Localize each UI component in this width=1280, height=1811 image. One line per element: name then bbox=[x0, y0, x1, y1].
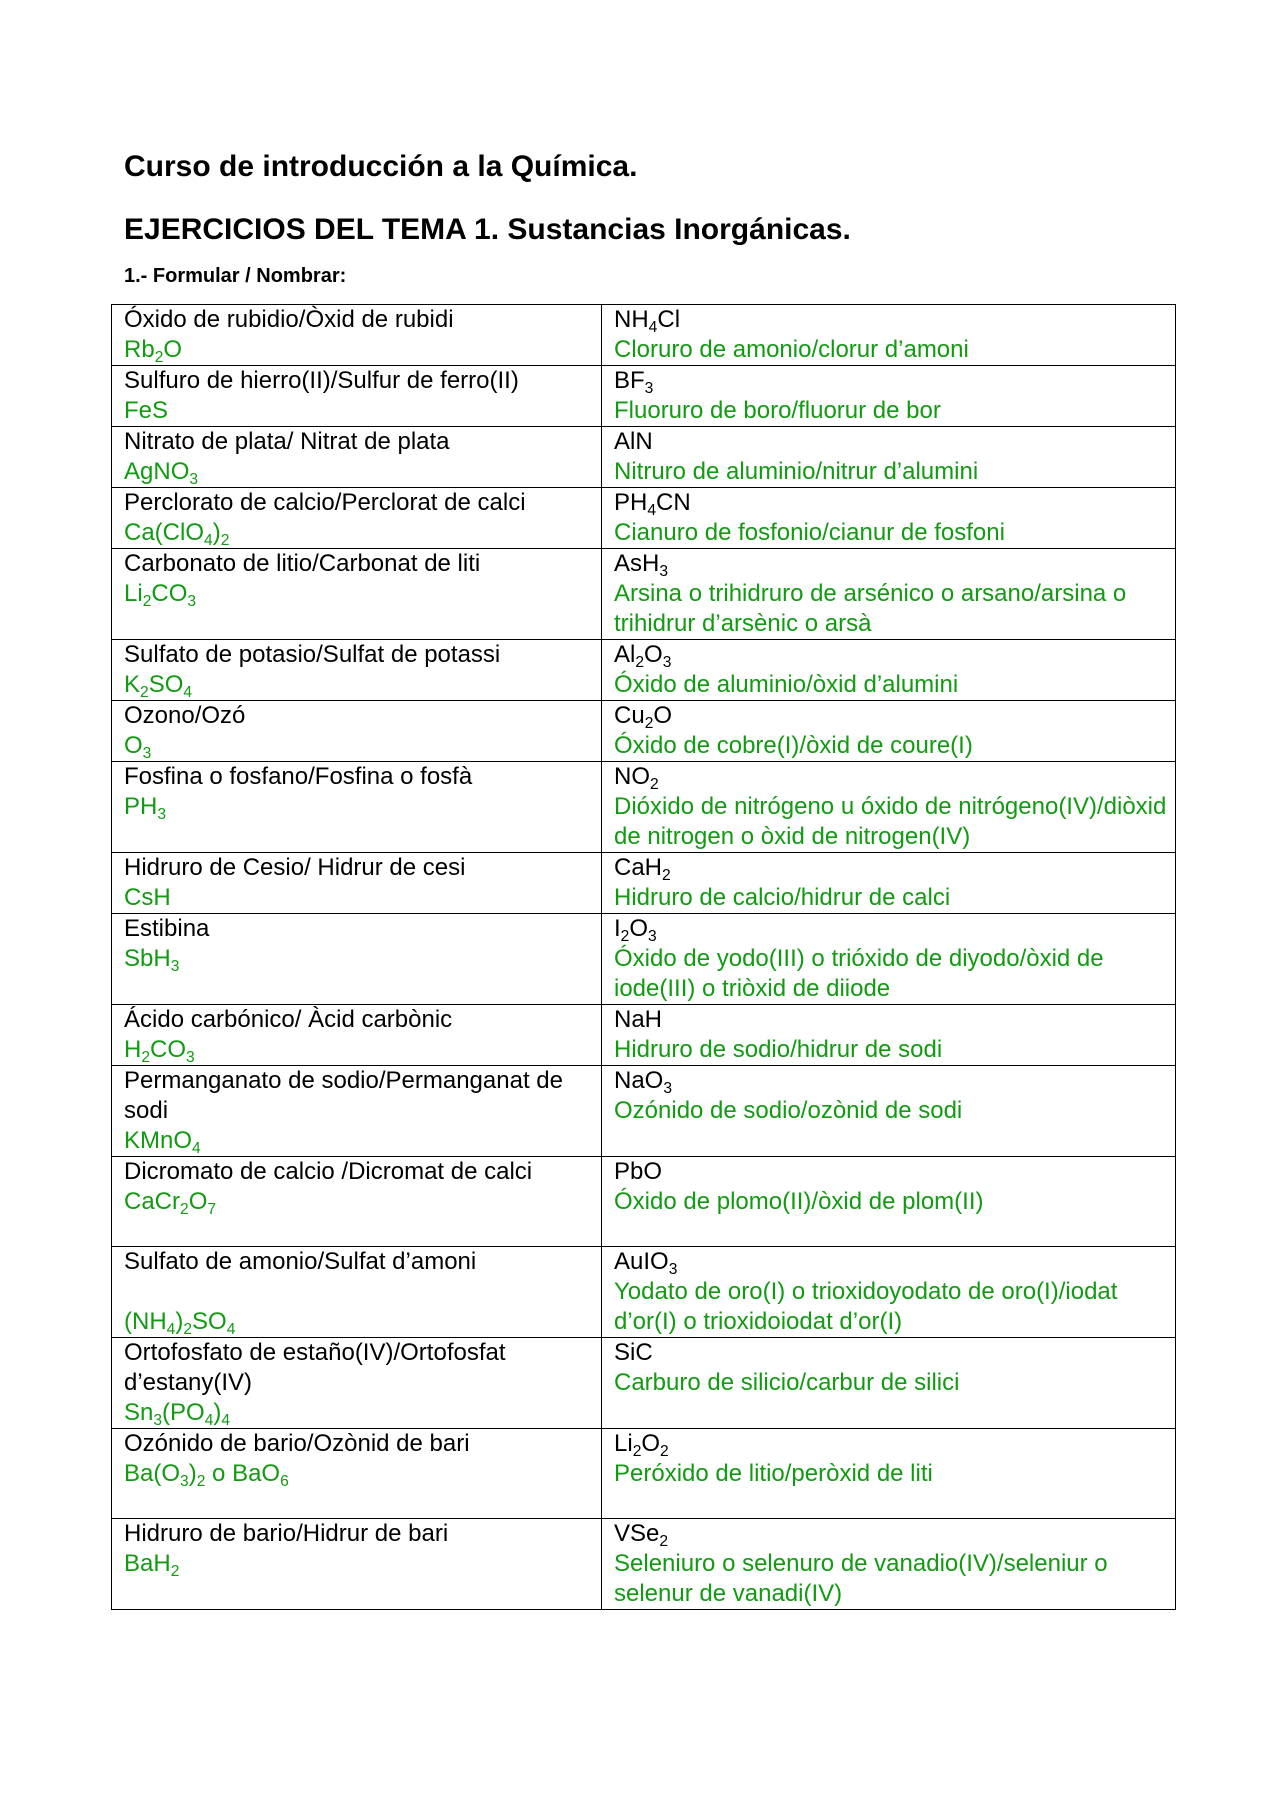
cell-right bbox=[602, 305, 1176, 366]
table-row bbox=[112, 1157, 1176, 1247]
exercise-answer: KMnO$_4$ bbox=[124, 1127, 201, 1157]
cell-right bbox=[602, 1066, 1176, 1157]
exercise-answer: CsH bbox=[124, 884, 171, 911]
cell-left bbox=[112, 1338, 602, 1429]
exercise-prompt: Estibina bbox=[124, 915, 210, 942]
exercise-answer: $Li_2CO_3$ bbox=[124, 580, 197, 610]
exercise-answer: FeS bbox=[124, 397, 169, 424]
cell-left bbox=[112, 701, 602, 762]
exercise-prompt: Perclorato de calcio/Perclorat de calci bbox=[124, 489, 526, 516]
exercise-answer: Hidruro de sodio/hidrur de sodi bbox=[614, 1036, 943, 1063]
exercise-prompt: VSe$_2$ bbox=[614, 1520, 669, 1550]
exercise-answer: $K_2SO_4$ bbox=[124, 671, 193, 701]
table-row bbox=[112, 762, 1176, 853]
exercise-prompt: AsH$_3$ bbox=[614, 550, 669, 580]
table-row bbox=[112, 427, 1176, 488]
cell-right bbox=[602, 640, 1176, 701]
page-title: Curso de introducción a la Química. bbox=[124, 150, 638, 183]
exercise-answer: $Ca(ClO_4)_2$ bbox=[124, 519, 230, 549]
table-row bbox=[112, 914, 1176, 1005]
exercise-prompt: Sulfato de potasio/Sulfat de potassi bbox=[124, 641, 501, 668]
exercise-answer: $Rb_2O$ bbox=[124, 336, 183, 366]
exercise-prompt: Dicromato de calcio /Dicromat de calci bbox=[124, 1158, 533, 1185]
exercise-table-body bbox=[112, 305, 1176, 1610]
exercise-prompt: CaH$_2$ bbox=[614, 854, 671, 884]
exercise-prompt: Sulfato de amonio/Sulfat d’amoni bbox=[124, 1248, 477, 1275]
exercise-prompt: Sulfuro de hierro(II)/Sulfur de ferro(II) bbox=[124, 367, 519, 394]
exercise-prompt: $NO_2$ bbox=[614, 763, 659, 793]
exercise-prompt: Fosfina o fosfano/Fosfina o fosfà bbox=[124, 763, 473, 790]
table-row bbox=[112, 305, 1176, 366]
cell-left bbox=[112, 305, 602, 366]
exercise-prompt: Ácido carbónico/ Àcid carbònic bbox=[124, 1006, 453, 1033]
cell-left bbox=[112, 1066, 602, 1157]
cell-left bbox=[112, 1429, 602, 1519]
exercise-answer: Seleniuro o selenuro de vanadio(IV)/seleniur o selenur de vanadi(IV) bbox=[614, 1550, 1108, 1607]
table-row bbox=[112, 1005, 1176, 1066]
exercise-prompt: Nitrato de plata/ Nitrat de plata bbox=[124, 428, 450, 455]
exercise-prompt: Ortofosfato de estaño(IV)/Ortofosfat d’estany(IV) bbox=[124, 1339, 506, 1396]
exercise-answer: $Sn_3(PO_4)_4$ bbox=[124, 1399, 231, 1429]
cell-left bbox=[112, 427, 602, 488]
table-row bbox=[112, 701, 1176, 762]
cell-left bbox=[112, 1157, 602, 1247]
cell-left bbox=[112, 549, 602, 640]
exercise-answer: SbH$_3$ bbox=[124, 945, 180, 975]
exercise-answer: Dióxido de nitrógeno u óxido de nitrógeno(IV)/diòxid de nitrogen o òxid de nitrogen(IV) bbox=[614, 793, 1167, 850]
exercise-prompt: Carbonato de litio/Carbonat de liti bbox=[124, 550, 481, 577]
table-row bbox=[112, 366, 1176, 427]
exercise-table bbox=[111, 304, 1176, 1610]
exercise-prompt: SiC bbox=[614, 1339, 653, 1366]
exercise-prompt: AuIO$_3$ bbox=[614, 1248, 678, 1278]
exercise-prompt: NaH bbox=[614, 1006, 663, 1033]
cell-right bbox=[602, 853, 1176, 914]
exercise-answer: $H_2CO_3$ bbox=[124, 1036, 195, 1066]
exercise-answer: BaH$_2$ bbox=[124, 1550, 180, 1580]
exercise-prompt: Hidruro de bario/Hidrur de bari bbox=[124, 1520, 449, 1547]
cell-right bbox=[602, 366, 1176, 427]
table-row bbox=[112, 1247, 1176, 1338]
cell-right bbox=[602, 1157, 1176, 1247]
cell-right bbox=[602, 1005, 1176, 1066]
exercise-prompt: Ozono/Ozó bbox=[124, 702, 246, 729]
table-row bbox=[112, 1338, 1176, 1429]
exercise-prompt: $Al_2O_3$ bbox=[614, 641, 672, 671]
cell-right bbox=[602, 701, 1176, 762]
exercise-prompt: Óxido de rubidio/Òxid de rubidi bbox=[124, 306, 454, 333]
section-heading: 1.- Formular / Nombrar: bbox=[124, 265, 347, 287]
page-subtitle: EJERCICIOS DEL TEMA 1. Sustancias Inorgánicas. bbox=[124, 213, 851, 246]
table-row bbox=[112, 1429, 1176, 1519]
cell-right bbox=[602, 1247, 1176, 1338]
exercise-answer: Carburo de silicio/carbur de silici bbox=[614, 1369, 960, 1396]
cell-left bbox=[112, 488, 602, 549]
exercise-prompt: $NH_4Cl$ bbox=[614, 306, 681, 336]
cell-right bbox=[602, 549, 1176, 640]
exercise-answer: Óxido de cobre(I)/òxid de coure(I) bbox=[614, 732, 973, 759]
cell-left bbox=[112, 640, 602, 701]
exercise-answer: Fluoruro de boro/fluorur de bor bbox=[614, 397, 941, 424]
exercise-prompt: $PH_4CN$ bbox=[614, 489, 691, 519]
exercise-answer: Arsina o trihidruro de arsénico o arsano/arsina o trihidrur d’arsènic o arsà bbox=[614, 580, 1127, 637]
cell-right bbox=[602, 1429, 1176, 1519]
cell-left bbox=[112, 1247, 602, 1338]
cell-left bbox=[112, 914, 602, 1005]
table-row bbox=[112, 640, 1176, 701]
exercise-answer: $CaCr_2O_7$ bbox=[124, 1188, 217, 1218]
cell-right bbox=[602, 914, 1176, 1005]
exercise-prompt: $I_2O_3$ bbox=[614, 915, 657, 945]
exercise-answer: Yodato de oro(I) o trioxidoyodato de oro(I)/iodat d’or(I) o trioxidoiodat d’or(I) bbox=[614, 1278, 1118, 1335]
cell-right bbox=[602, 427, 1176, 488]
table-row bbox=[112, 488, 1176, 549]
exercise-answer: Óxido de plomo(II)/òxid de plom(II) bbox=[614, 1188, 984, 1215]
cell-left bbox=[112, 1519, 602, 1610]
exercise-prompt: Permanganato de sodio/Permanganat de sodi bbox=[124, 1067, 563, 1124]
table-row bbox=[112, 1519, 1176, 1610]
exercise-answer: AgNO$_3$ bbox=[124, 458, 199, 488]
exercise-answer: Óxido de aluminio/òxid d’alumini bbox=[614, 671, 959, 698]
exercise-prompt: NaO$_3$ bbox=[614, 1067, 673, 1097]
exercise-prompt: $BF_3$ bbox=[614, 367, 654, 397]
cell-left bbox=[112, 366, 602, 427]
exercise-prompt: Hidruro de Cesio/ Hidrur de cesi bbox=[124, 854, 466, 881]
table-row bbox=[112, 1066, 1176, 1157]
table-row bbox=[112, 549, 1176, 640]
exercise-prompt: Ozónido de bario/Ozònid de bari bbox=[124, 1430, 470, 1457]
exercise-answer: $PH_3$ bbox=[124, 793, 167, 823]
exercise-answer: Peróxido de litio/peròxid de liti bbox=[614, 1460, 933, 1487]
spacer bbox=[124, 1277, 593, 1307]
cell-right bbox=[602, 1519, 1176, 1610]
table-row bbox=[112, 853, 1176, 914]
exercise-answer: Óxido de yodo(III) o trióxido de diyodo/òxid de iode(III) o triòxid de diiode bbox=[614, 945, 1104, 1002]
exercise-prompt: $Cu_2O$ bbox=[614, 702, 673, 732]
cell-right bbox=[602, 488, 1176, 549]
exercise-answer: Cloruro de amonio/clorur d’amoni bbox=[614, 336, 969, 363]
exercise-answer: Hidruro de calcio/hidrur de calci bbox=[614, 884, 951, 911]
exercise-prompt: PbO bbox=[614, 1158, 663, 1185]
exercise-prompt: AlN bbox=[614, 428, 653, 455]
cell-right bbox=[602, 762, 1176, 853]
cell-left bbox=[112, 762, 602, 853]
exercise-answer: Cianuro de fosfonio/cianur de fosfoni bbox=[614, 519, 1005, 546]
cell-right bbox=[602, 1338, 1176, 1429]
cell-left bbox=[112, 1005, 602, 1066]
cell-left bbox=[112, 853, 602, 914]
exercise-prompt: $Li_2O_2$ bbox=[614, 1430, 669, 1460]
exercise-answer: Nitruro de aluminio/nitrur d’alumini bbox=[614, 458, 979, 485]
exercise-answer: $O_3$ bbox=[124, 732, 152, 762]
exercise-answer: $Ba(O_3)_2$ o BaO$_6$ bbox=[124, 1460, 289, 1490]
exercise-answer: $(NH_4)_2SO_4$ bbox=[124, 1308, 236, 1338]
exercise-answer: Ozónido de sodio/ozònid de sodi bbox=[614, 1097, 963, 1124]
